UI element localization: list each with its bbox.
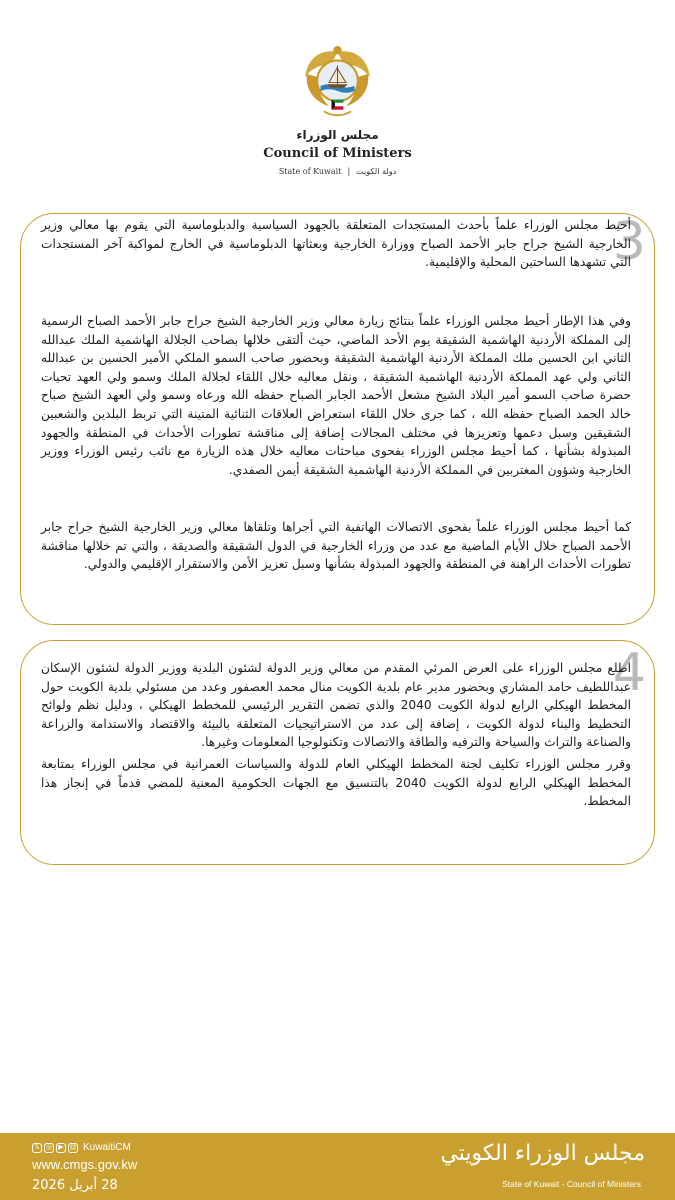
section-3-paragraph-3: كما أحيط مجلس الوزراء علماً بفحوى الاتصالات الهاتفية التي أجراها وتلقاها معالي وزير الخارجية الشيخ جراح جابر الأحمد الصباح خلال الأيام الماضية مع عدد من وزراء الخارجية في الدول الشقيقة والصديقة ، والتي تم خلالها مناقشة تطورات الأحداث الراهنة في المنطقة والجهود المبذولة بشأنها وسبل تعزيز الأمن والاستقرار الإقليمي والدولي. [41,520,631,572]
header [0,0,675,200]
footer-handle[interactable]: KuwaitiCM [83,1142,131,1153]
section-4-panel [20,640,655,865]
section-4-paragraph-2: وقرر مجلس الوزراء تكليف لجنة المخطط الهيكلي العام للدولة والسياسات العمرانية في مجلس الوزراء بمتابعة المخطط الهيكلي الرابع لدولة الكويت 2040 بالتنسيق مع الجهات الحكومية المعنية للمضي قدماً في إنجاز هذا المخطط. [41,757,631,809]
header-title-arabic: مجلس الوزراء [296,128,379,142]
footer-date: 28 أبريل 2026 [32,1178,118,1193]
threads-icon[interactable]: @ [69,1144,77,1151]
section-3-paragraph-1: أحيط مجلس الوزراء علماً بأحدث المستجدات المتعلقة بالجهود السياسية والدبلوماسية التي يقوم بها معالي وزير الخارجية الشيخ جراح جابر الأحمد الصباح ووزارة الخارجية وبعثاتها الدبلوماسية في الخارج لمواكبة آخر المستجدات التي تشهدها الساحتين المحلية والإقليمية. [41,218,631,270]
section-3-paragraph-2: وفي هذا الإطار أحيط مجلس الوزراء علماً بنتائج زيارة معالي وزير الخارجية الشيخ جراح جابر الأحمد الصباح الرسمية إلى المملكة الأردنية الهاشمية الشقيقة يوم الأحد الماضي، حيث ألتقى خلالها بصاحب الجلالة الهاشمية الملك عبدالله الثاني ابن الحسين ملك المملكة الأردنية الهاشمية الشقيقة وبحضور صاحب السمو الملكي الأمير الحسين بن عبدالله الثاني ولي عهد المملكة الأردنية الهاشمية الشقيقة ، ونقل معاليه خلال اللقاء لجلالة الملك وسمو ولي العهد تحيات حضرة صاحب السمو أمير البلاد الشيخ مشعل الأحمد الجابر الصباح حفظه الله ورعاه وسمو ولي العهد الشيخ صباح خالد الحمد الصباح حفظه الله ، كما جرى خلال اللقاء استعراض العلاقات الثنائية المتينة التي تربط البلدين والشعبين الشقيقين وسبل دعمها وتعزيزها في مختلف المجالات إضافة إلى مناقشة تطورات الأحداث في المنطقة والجهود المبذولة بشأنها ، كما أحيط مجلس الوزراء بفحوى مباحثات معاليه خلال هذه الزيارة مع نائب رئيس الوزراء ووزير الخارجية وشؤون المغتربين في المملكة الأردنية الهاشمية الشقيقة أيمن الصفدي. [41,314,631,477]
section-4-paragraph-1: اطلع مجلس الوزراء على العرض المرئي المقدم من معالي وزير الدولة لشئون البلدية ووزير الدولة لشئون الإسكان عبداللطيف حامد المشاري وبحضور مدير عام بلدية الكويت منال محمد العصفور وعدد من مسئولي بلدية الكويت حول المخطط الهيكلي الرابع لدولة الكويت 2040 والذي تضمن التقرير الرئيسي للمخطط الهيكلي ، ودليل نظم ولوائح التخطيط والبناء لدولة الكويت ، إضافة إلى عدد من الاستراتيجيات المتعلقة بالبيئة والاقتصاد والاستدامة والزراعة والصناعة والتراث والسياحة والترفيه والطاقة والاتصالات وتكنولوجيا المعلومات وغيرها. [41,661,631,750]
header-title-english: Council of Ministers [263,146,412,161]
header-subtitle [0,167,675,176]
section-3-panel [20,213,655,625]
x-icon[interactable]: 𝕏 [32,1143,42,1153]
instagram-icon[interactable]: ◎ [45,1144,53,1151]
footer-website-link[interactable]: www.cmgs.gov.kw [32,1157,138,1172]
footer-subtitle-english: State of Kuwait - Council of Ministers [502,1179,641,1189]
footer-social-row [32,1142,131,1153]
footer-bar [0,1133,675,1200]
header-sub-separator: | [347,167,351,176]
youtube-icon[interactable]: ▶ [56,1143,66,1153]
header-sub-english: State of Kuwait [278,167,342,176]
section-4-number: 4 [612,643,646,703]
header-sub-arabic: دولة الكويت [356,167,397,176]
state-of-kuwait-emblem-icon [295,40,380,125]
section-3-number: 3 [612,212,646,272]
footer-title-arabic: مجلس الوزراء الكويتي [440,1141,645,1166]
